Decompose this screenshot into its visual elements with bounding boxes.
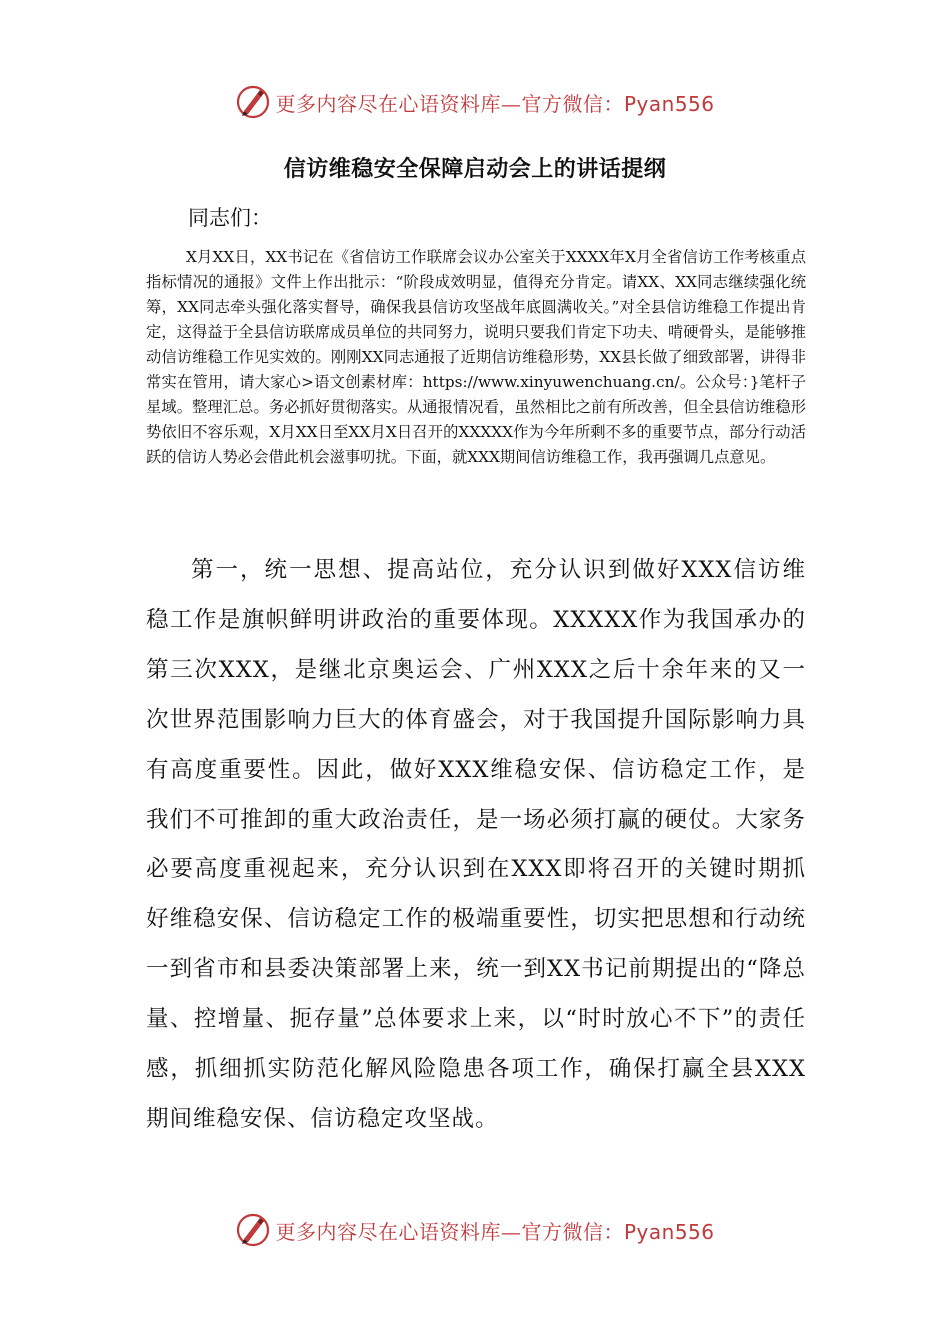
watermark-header	[0, 80, 950, 124]
salutation: 同志们：	[188, 206, 272, 230]
document-title: 信访维稳安全保障启动会上的讲话提纲	[283, 157, 667, 182]
pen-logo-icon	[235, 84, 271, 120]
watermark-text: 更多内容尽在心语资料库—官方微信：Pyan556	[275, 1219, 715, 1244]
body-paragraph-1: 第一，统一思想、提高站位，充分认识到做好XXX信访维稳工作是旗帜鲜明讲政治的重要体现。XXXXX作为我国承办的第三次XXX，是继北京奥运会、广州XXX之后十余年来的又一次世界范围影响力巨大的体育盛会，对于我国提升国际影响力具有高度重要性。因此，做好XXX维稳安保、信访稳定工作，是我们不可推卸的重大政治责任，是一场必须打赢的硬仗。大家务必要高度重视起来，充分认识到在XXX即将召开的关键时期抓好维稳安保、信访稳定工作的极端重要性，切实把思想和行动统一到省市和县委决策部署上来，统一到XX书记前期提出的“降总量、控增量、扼存量”总体要求上来，以“时时放心不下”的责任感，抓细抓实防范化解风险隐患各项工作，确保打赢全县XXX期间维稳安保、信访稳定攻坚战。	[146, 557, 806, 1132]
watermark-text: 更多内容尽在心语资料库—官方微信：Pyan556	[275, 91, 715, 116]
pen-logo-icon	[235, 1212, 271, 1248]
intro-paragraph: X月XX日，XX书记在《省信访工作联席会议办公室关于XXXX年X月全省信访工作考核重点指标情况的通报》文件上作出批示：“阶段成效明显，值得充分肯定。请XX、XX同志继续强化统筹，XX同志牵头强化落实督导，确保我县信访攻坚战年底圆满收关。”对全县信访维稳工作提出肯定，这得益于全县信访联席成员单位的共同努力，说明只要我们肯定下功夫、啃硬骨头，是能够推动信访维稳工作见实效的。刚刚XX同志通报了近期信访维稳形势，XX县长做了细致部署，讲得非常实在管用，请大家心>语文创素材库：https://www.xinyuwenchuang.cn/。公众号：}笔杆子星域。整理汇总。务必抓好贯彻落实。从通报情况看，虽然相比之前有所改善，但全县信访维稳形势依旧不容乐观，X月XX日至XX月X日召开的XXXXX作为今年所剩不多的重要节点，部分行动活跃的信访人势必会借此机会滋事叨扰。下面，就XXX期间信访维稳工作，我再强调几点意见。	[146, 248, 806, 466]
watermark-footer	[0, 1208, 950, 1252]
